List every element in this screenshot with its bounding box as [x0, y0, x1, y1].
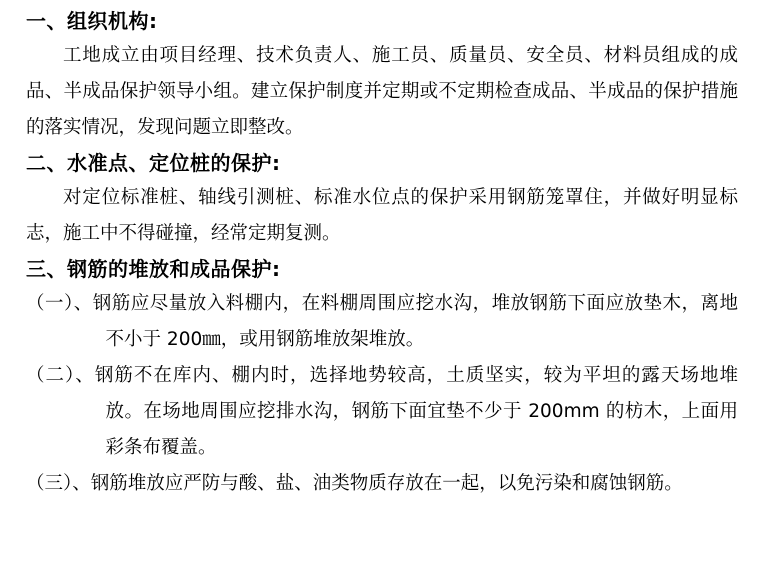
item-rebar-3: [26, 466, 738, 502]
paragraph-level-point-protection: 对定位标准桩、轴线引测桩、标准水位点的保护采用钢筋笼罩住，并做好明显标志，施工中不得碰撞，经常定期复测。: [26, 187, 738, 244]
heading-rebar-stacking: 三、钢筋的堆放和成品保护:: [26, 257, 281, 281]
item-rebar-1: [26, 286, 738, 358]
item-rebar-1-label: （一）、: [26, 293, 93, 314]
item-rebar-2-text: 钢筋不在库内、棚内时，选择地势较高，土质坚实，较为平坦的露天场地堆放。在场地周围应挖排水沟，钢筋下面宜垫不少于 200mm 的枋木，上面用彩条布覆盖。: [94, 365, 738, 458]
item-rebar-3-text: 钢筋堆放应严防与酸、盐、油类物质存放在一起，以免污染和腐蚀钢筋。: [90, 473, 683, 494]
heading-organization: 一、组织机构:: [26, 9, 158, 33]
paragraph-organization: 工地成立由项目经理、技术负责人、施工员、质量员、安全员、材料员组成的成品、半成品保护领导小组。建立保护制度并定期或不定期检查成品、半成品的保护措施的落实情况，发现问题立即整改。: [26, 45, 738, 138]
item-rebar-1-text: 钢筋应尽量放入料棚内，在料棚周围应挖水沟，堆放钢筋下面应放垫木，离地不小于 200㎜，或用钢筋堆放架堆放。: [92, 293, 738, 350]
heading-level-point-protection: 二、水准点、定位桩的保护:: [26, 151, 281, 175]
item-rebar-2-label: （二）、: [26, 365, 95, 386]
item-rebar-3-label: （三）、: [26, 473, 91, 494]
item-rebar-2: [26, 358, 738, 466]
